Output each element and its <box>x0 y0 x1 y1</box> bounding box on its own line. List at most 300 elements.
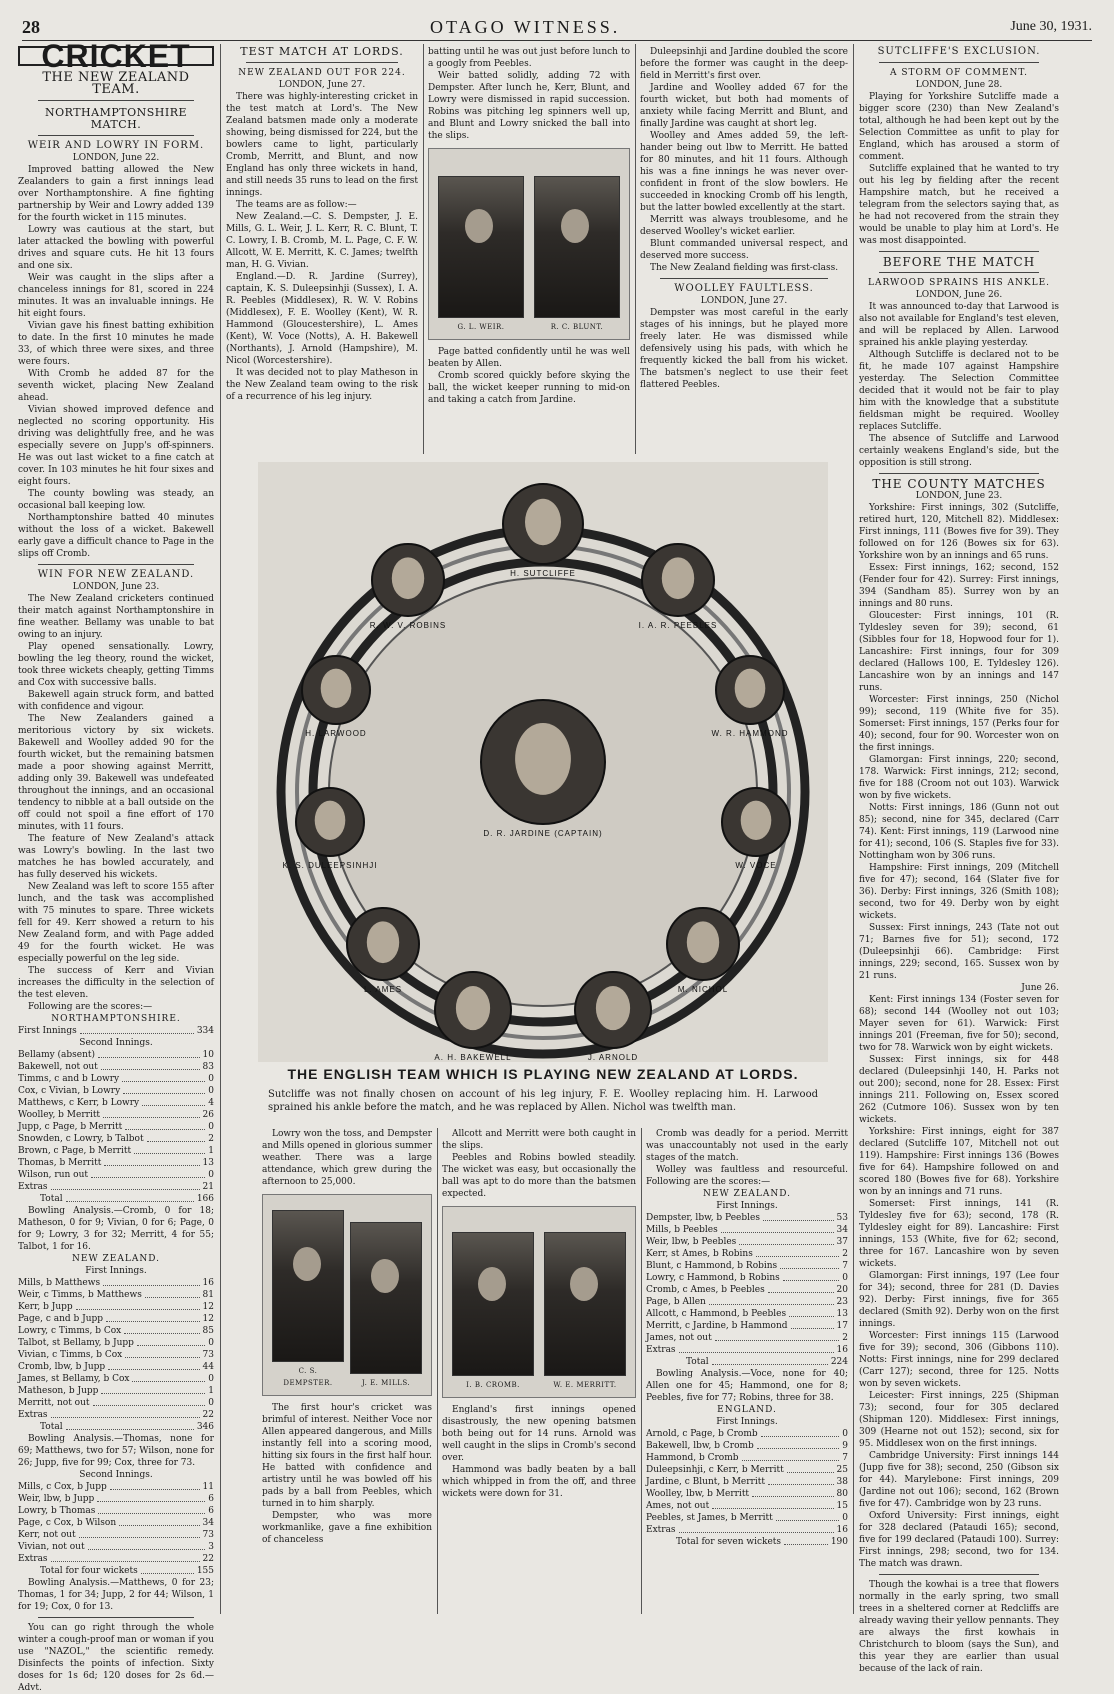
paragraph: England's first innings opened disastrously, the new opening batsmen both being out for 14 runs. Arnold was well caught in the slips in Cromb's second over. <box>442 1405 636 1463</box>
batsman: Mills, c Cox, b Jupp <box>18 1482 107 1492</box>
player-name-ames: L. AMES <box>363 985 403 994</box>
paragraph: The first hour's cricket was brimful of interest. Neither Voce nor Allen appeared dangerous, and Mills instantly fell into a scoring mood, hitting six fours in the first half hour. He batted with confidence and artistry until he was bowled off his pads by a ball from Peebles, which turned in to him sharply. <box>262 1403 432 1509</box>
paragraph: Allcott and Merritt were both caught in the slips. <box>442 1129 636 1151</box>
batsman: Mills, b Matthews <box>18 1278 101 1288</box>
runs: 16 <box>836 1345 848 1355</box>
score-row: First Innings 334 <box>18 1026 214 1036</box>
score-row <box>18 1361 214 1373</box>
batsman: Extras <box>18 1554 48 1564</box>
score-row <box>18 1517 214 1529</box>
batsman: Extras <box>646 1525 676 1535</box>
column-rule <box>437 1128 438 1614</box>
score-row <box>646 1248 848 1260</box>
paragraph: Gloucester: First innings, 101 (R. Tyldesley seven for 39); second, 61 (Sibbles four for 18, Hopwood four for 1). Lancashire: First innings, four for 309 declared (Hallows 100, E. Tyldesley 126). Lancashire won by an innings and 147 runs. <box>859 611 1059 693</box>
photo-caption: R. C. BLUNT. <box>550 323 604 331</box>
runs: 17 <box>836 1321 848 1331</box>
paragraph: Somerset: First innings, 141 (R. Tyldesley five for 63); second, 178 (R. Tyldesley eight for 89). Lancashire: First innings, 153 (White, five for 62; second, three for 167. Lancashire won by seven wickets. <box>859 1199 1059 1269</box>
runs: 15 <box>836 1501 848 1511</box>
paragraph: Vivian showed improved defence and neglected no scoring opportunity. His driving was delightfully free, and he was especially severe on Jupp's off-spinners. He was out last wicket to a fine catch at cover. In 103 minutes he hit four sixes and eight fours. <box>18 405 214 487</box>
masthead <box>22 14 1092 41</box>
runs: 13 <box>202 1158 214 1168</box>
batsman: Dempster, lbw, b Peebles <box>646 1213 760 1223</box>
paragraph: Vivian gave his finest batting exhibition to date. In the first 10 minutes he made 33, of which three were sixes, and three were fours. <box>18 321 214 367</box>
batsman: Vivian, not out <box>18 1542 85 1552</box>
paragraph: The absence of Sutcliffe and Larwood certainly weakens England's side, but the opposition is still strong. <box>859 434 1059 468</box>
score-row <box>18 1385 214 1397</box>
score-row <box>646 1236 848 1248</box>
innings-label: First Innings. <box>716 1417 778 1427</box>
batsman: Matheson, b Jupp <box>18 1386 99 1396</box>
paragraph: With Cromb he added 87 for the seventh wicket, placing New Zealand ahead. <box>18 369 214 403</box>
portrait-photo <box>453 1232 533 1391</box>
paragraph: The New Zealand fielding was first-class. <box>650 263 839 273</box>
player-name-bakewell: A. H. BAKEWELL <box>434 1053 512 1062</box>
batsman: Weir, lbw, b Peebles <box>646 1237 737 1247</box>
divider <box>38 135 194 136</box>
runs: 0 <box>842 1273 848 1283</box>
paragraph: Oxford University: First innings, eight for 328 declared (Pataudi 165); second, five for 199 declared (Pataudi 100). Surrey: First innings, 298; second, two for 134. The match was drawn. <box>859 1511 1059 1569</box>
runs: 0 <box>208 1398 214 1408</box>
dateline: LONDON, June 23. <box>915 491 1003 501</box>
paragraph: Jardine and Woolley added 67 for the fourth wicket, but both had moments of anxiety while facing Merritt and Blunt, and finally Jardine was caught at short leg. <box>640 83 848 129</box>
paragraph: Page batted confidently until he was well beaten by Allen. <box>428 347 630 369</box>
score-row <box>18 1325 214 1337</box>
paragraph: Cromb was deadly for a period. Merritt was unaccountably not used in the early stages of the match. <box>646 1129 848 1163</box>
team-photo-collage <box>258 462 828 1062</box>
score-row <box>18 1313 214 1325</box>
score-row <box>18 1397 214 1409</box>
paragraph: Leicester: First innings, 225 (Shipman 73); second, four for 305 declared (Shipman 120). Middlesex: First innings, 309 (Hearne not out 152); second, six for 95. Middlesex won on the first innings. <box>859 1391 1059 1449</box>
paragraph: Sussex: First innings, six for 448 declared (Duleepsinhji 140, H. Parks not out 200); second, none for 28. Essex: First innings 211. Following on, Essex scored 262 (Cutmore 106). Sussex won by ten wickets. <box>859 1055 1059 1125</box>
player-face-robins <box>392 557 424 599</box>
score-row <box>18 1085 214 1097</box>
runs: 0 <box>208 1374 214 1384</box>
runs: 38 <box>836 1477 848 1487</box>
divider <box>38 564 194 565</box>
runs: 6 <box>208 1494 214 1504</box>
runs: 4 <box>208 1098 214 1108</box>
player-face-peebles <box>662 557 694 599</box>
paragraph: Although Sutcliffe is declared not to be fit, he made 107 against Hampshire yesterday. The Selection Committee decided that it would not be fair to play him with the knowledge that a substitute fieldsman might be required. Woolley replaces Sutcliffe. <box>859 350 1059 432</box>
player-face-ames <box>367 921 399 963</box>
runs: 2 <box>842 1249 848 1259</box>
batsman: Woolley, b Merritt <box>18 1110 101 1120</box>
dateline: LONDON, June 28. <box>915 80 1003 90</box>
score-row <box>18 1505 214 1517</box>
batsman: Lowry, c Timms, b Cox <box>18 1326 122 1336</box>
runs: 22 <box>202 1410 214 1420</box>
photo-caption: G. L. WEIR. <box>457 323 505 331</box>
article-heading: BEFORE THE MATCH <box>882 255 1036 269</box>
runs: 44 <box>202 1362 214 1372</box>
runs: 2 <box>842 1333 848 1343</box>
paragraph: Peebles and Robins bowled steadily. The wicket was easy, but occasionally the ball was apt to do more than the batsmen expected. <box>442 1153 636 1199</box>
article-heading: WIN FOR NEW ZEALAND. <box>37 569 195 580</box>
paragraph: Cambridge University: First innings 144 (Jupp five for 38); second, 250 (Gibson six for 44). Marylebone: First innings, 209 (Jardine not out 106); second, 162 (Brown five for 47). Cambridge won by 23 runs. <box>859 1451 1059 1509</box>
paragraph: It was decided not to play Matheson in the New Zealand team owing to the risk of a recurrence of his leg injury. <box>226 368 418 402</box>
runs: 0 <box>208 1122 214 1132</box>
score-row <box>18 1049 214 1061</box>
batsman: James, not out <box>646 1333 712 1343</box>
paragraph: The success of Kerr and Vivian increases the difficulty in the selection of the test eleven. <box>18 966 214 1000</box>
score-row <box>18 1181 214 1193</box>
paragraph: Kent: First innings 134 (Foster seven for 68); second 144 (Woolley not out 103; Mayer seven for 61). Warwick: First innings 201 (Freeman, five for 50); second, two for 78. Warwick won by eight wickets. <box>859 995 1059 1053</box>
paragraph: Worcester: First innings, 250 (Nichol 99); second, 119 (White five for 35). Somerset: First innings, 157 (Perks four for 40); second, four for 90. Worcester won on the first innings. <box>859 695 1059 753</box>
runs: 0 <box>208 1074 214 1084</box>
page-number: 28 <box>22 16 40 37</box>
collage-title: THE ENGLISH TEAM WHICH IS PLAYING NEW ZEALAND AT LORDS. <box>287 1066 799 1082</box>
innings-label: Second Innings. <box>79 1038 153 1048</box>
batsman: Vivian, c Timms, b Cox <box>18 1350 123 1360</box>
batsman: Ames, not out <box>646 1501 710 1511</box>
score-row <box>18 1097 214 1109</box>
article-subheading: A STORM OF COMMENT. <box>890 68 1028 78</box>
scorecard <box>646 1428 848 1536</box>
article-heading: SUTCLIFFE'S EXCLUSION. <box>877 46 1041 57</box>
article-subheading: NEW ZEALAND OUT FOR 224. <box>238 68 406 78</box>
runs: 34 <box>836 1225 848 1235</box>
player-name-sutcliffe: H. SUTCLIFFE <box>510 569 576 578</box>
paragraph: Dempster, who was more workmanlike, gave a fine exhibition of chanceless <box>262 1511 432 1545</box>
paragraph: Sutcliffe explained that he wanted to try out his leg by fielding after the recent Hampshire match, but he received a telegram from the selectors saying that, as he had not recovered from the strain they would be unable to play him at Lord's. He was most disappointed. <box>859 164 1059 246</box>
runs: 16 <box>202 1278 214 1288</box>
score-row <box>18 1133 214 1145</box>
batsman: Cox, c Vivian, b Lowry <box>18 1086 121 1096</box>
paragraph: Glamorgan: First innings, 220; second, 178. Warwick: First innings, 212; second, five for 188 (Croom not out 103). Warwick won by five wickets. <box>859 755 1059 801</box>
score-row <box>646 1488 848 1500</box>
batsman: Merritt, not out <box>18 1398 90 1408</box>
team-heading: NEW ZEALAND. <box>703 1189 791 1199</box>
runs: 12 <box>202 1302 214 1312</box>
score-row <box>646 1260 848 1272</box>
article-heading: THE COUNTY MATCHES <box>872 477 1046 491</box>
portrait-photo <box>351 1222 421 1389</box>
collage-caption: Sutcliffe was not finally chosen on account of his leg injury, F. E. Woolley replacing him. H. Larwood sprained his ankle before the match, and he was replaced by Allen. Nichol was twelfth man. <box>268 1089 818 1113</box>
paragraph: Improved batting allowed the New Zealanders to gain a first innings lead over Northamptonshire. A fine fighting partnership by Weir and Lowry added 139 for the fourth wicket in 115 minutes. <box>18 165 214 223</box>
batsman: Peebles, st James, b Merritt <box>646 1513 773 1523</box>
runs: 16 <box>836 1525 848 1535</box>
score-row <box>646 1524 848 1536</box>
player-name-hammond: W. R. HAMMOND <box>711 729 789 738</box>
paragraph: Worcester: First innings 115 (Larwood five for 39); second, 306 (Gibbons 110). Notts: First innings, nine for 299 declared (Carr 127); second, three for 125. Notts won by seven wickets. <box>859 1331 1059 1389</box>
paragraph: The county bowling was steady, an occasional ball keeping low. <box>18 489 214 511</box>
divider <box>879 473 1039 474</box>
batsman: Extras <box>646 1345 676 1355</box>
player-face-sutcliffe <box>525 499 561 545</box>
runs: 23 <box>836 1297 848 1307</box>
divider <box>879 272 1039 273</box>
dateline: LONDON, June 26. <box>915 290 1003 300</box>
paragraph: Playing for Yorkshire Sutcliffe made a bigger score (230) than New Zealand's total, although he had been kept out by the Selection Committee as unfit to play for England, which has aroused a storm of comment. <box>859 92 1059 162</box>
batsman: Kerr, st Ames, b Robins <box>646 1249 753 1259</box>
team-heading: NEW ZEALAND. <box>72 1254 160 1264</box>
team-heading: NORTHAMPTONSHIRE. <box>51 1014 181 1024</box>
score-row <box>18 1157 214 1169</box>
scorecard <box>18 1481 214 1565</box>
paragraph: England.—D. R. Jardine (Surrey), captain, K. S. Duleepsinhji (Sussex), I. A. R. Peebles (Middlesex), R. W. V. Robins (Middlesex), F. E. Woolley (Kent), W. R. Hammond (Gloucestershire), L. Ames (Kent), W. Voce (Notts), A. H. Bakewell (Northants), J. Arnold (Hampshire), M. Nicol (Worcestershire). <box>226 272 418 366</box>
paragraph: The teams are as follow:— <box>236 200 357 210</box>
newspaper-title: OTAGO WITNESS. <box>430 16 621 37</box>
batsman: James, st Bellamy, b Cox <box>18 1374 130 1384</box>
runs: 0 <box>208 1338 214 1348</box>
paragraph: Sussex: First innings, 243 (Tate not out 71; Barnes five for 51); second, 172 (Duleepsinhji 66). Cambridge: First innings, 229; second, 165. Sussex won by 21 runs. <box>859 923 1059 981</box>
runs: 2 <box>208 1134 214 1144</box>
player-name-voce: W. VOCE <box>735 861 777 870</box>
batsman: Brown, c Page, b Merritt <box>18 1146 132 1156</box>
dateline: LONDON, June 22. <box>72 153 160 163</box>
divider <box>246 62 398 63</box>
batsman: Matthews, c Kerr, b Lowry <box>18 1098 140 1108</box>
score-row <box>646 1320 848 1332</box>
bottom-column-3 <box>646 1128 848 1614</box>
score-row <box>646 1344 848 1356</box>
bowling-analysis: Bowling Analysis.—Voce, none for 40; Allen one for 45; Hammond, one for 8; Peebles, five for 77; Robins, three for 38. <box>646 1369 848 1403</box>
divider <box>38 1617 194 1618</box>
score-total: Total 166 <box>40 1194 214 1204</box>
batsman: Duleepsinhji, c Kerr, b Merritt <box>646 1465 784 1475</box>
batsman: Jardine, c Blunt, b Merritt <box>646 1477 765 1487</box>
batsman: Page, c and b Jupp <box>18 1314 104 1324</box>
photo-pair <box>262 1194 432 1396</box>
runs: 80 <box>836 1489 848 1499</box>
paragraph: The New Zealand cricketers continued their match against Northamptonshire in fine weather. Bellamy was unable to bat owing to an injury. <box>18 594 214 640</box>
photo-caption: W. E. MERRITT. <box>553 1381 617 1389</box>
player-face-duleepsinhji <box>315 801 346 840</box>
paragraph: Lowry won the toss, and Dempster and Mills opened in glorious summer weather. There was a large attendance, which grew during the afternoon to 25,000. <box>262 1129 432 1187</box>
score-row <box>18 1553 214 1565</box>
score-row <box>646 1476 848 1488</box>
divider <box>38 100 194 101</box>
batsman: Arnold, c Page, b Cromb <box>646 1429 758 1439</box>
runs: 12 <box>202 1314 214 1324</box>
runs: 7 <box>842 1453 848 1463</box>
column-test-match-cont <box>428 46 630 456</box>
batsman: Thomas, b Merritt <box>18 1158 102 1168</box>
team-heading: ENGLAND. <box>717 1405 777 1415</box>
batsman: Page, c Cox, b Wilson <box>18 1518 117 1528</box>
score-row <box>646 1284 848 1296</box>
score-row <box>646 1464 848 1476</box>
scorecard <box>646 1212 848 1356</box>
batsman: Weir, lbw, b Jupp <box>18 1494 95 1504</box>
score-row <box>646 1500 848 1512</box>
player-name-larwood: H. LARWOOD <box>305 729 367 738</box>
score-row <box>18 1121 214 1133</box>
column-county-matches <box>859 46 1059 1674</box>
paragraph: Hammond was badly beaten by a ball which whipped in from the off, and three wickets were down for 31. <box>442 1465 636 1499</box>
paragraph: New Zealand was left to score 155 after lunch, and the task was accomplished with 75 minutes to spare. Three wickets fell for 49. Kerr showed a return to his New Zealand form, and with Page added 49 for the fourth wicket. He was especially powerful on the leg side. <box>18 882 214 964</box>
batsman: Bellamy (absent) <box>18 1050 96 1060</box>
score-row <box>18 1109 214 1121</box>
batsman: Lowry, b Thomas <box>18 1506 96 1516</box>
column-cricket <box>18 38 214 1693</box>
column-test-match <box>226 46 418 456</box>
bowling-analysis: Bowling Analysis.—Matthews, 0 for 23; Thomas, 1 for 34; Jupp, 2 for 44; Wilson, 1 for 19; Cox, 0 for 13. <box>18 1578 214 1612</box>
paragraph: Essex: First innings, 162; second, 152 (Fender four for 42). Surrey: First innings, 394 (Sandham 85). Surrey won by an innings and 80 runs. <box>859 563 1059 609</box>
bowling-analysis: Bowling Analysis.—Cromb, 0 for 18; Matheson, 0 for 9; Vivian, 0 for 6; Page, 0 for 9; Lowry, 3 for 32; Merritt, 4 for 55; Talbot, 1 for 16. <box>18 1206 214 1252</box>
runs: 0 <box>208 1170 214 1180</box>
player-face-jardine <box>515 723 571 795</box>
score-row <box>646 1272 848 1284</box>
divider <box>879 1574 1039 1575</box>
bottom-column-1 <box>262 1128 432 1614</box>
batsman: Cromb, c Ames, b Peebles <box>646 1285 765 1295</box>
column-rule <box>635 44 636 454</box>
column-rule <box>423 44 424 454</box>
score-total: Total for seven wickets 190 <box>676 1537 848 1547</box>
batsman: Extras <box>18 1410 48 1420</box>
paragraph: Wolley was faultless and resourceful. Following are the scores:— <box>646 1165 848 1187</box>
score-row <box>18 1373 214 1385</box>
paragraph: Notts: First innings, 186 (Gunn not out 85); second, nine for 345, declared (Carr 74). Kent: First innings, 119 (Larwood nine for 41); second, 106 (S. Staples five for 33). Nottingham won by 306 runs. <box>859 803 1059 861</box>
score-total: Total 346 <box>40 1422 214 1432</box>
score-row <box>18 1337 214 1349</box>
article-heading: WOOLLEY FAULTLESS. <box>674 283 814 294</box>
divider <box>879 62 1039 63</box>
section-title: CRICKET <box>18 46 214 66</box>
score-row <box>18 1301 214 1313</box>
runs: 0 <box>842 1429 848 1439</box>
article-heading: WEIR AND LOWRY IN FORM. <box>27 140 205 151</box>
score-row <box>646 1512 848 1524</box>
runs: 85 <box>202 1326 214 1336</box>
photo-caption: C. S. DEMPSTER. <box>283 1367 333 1387</box>
player-name-jardine: D. R. JARDINE (CAPTAIN) <box>483 829 603 838</box>
score-row <box>18 1289 214 1301</box>
batsman: Woolley, lbw, b Merritt <box>646 1489 750 1499</box>
player-name-duleepsinhji: K. S. DULEEPSINHJI <box>282 861 378 870</box>
runs: 1 <box>208 1146 214 1156</box>
dateline: LONDON, June 27. <box>278 80 366 90</box>
score-row <box>646 1224 848 1236</box>
photo-caption: J. E. MILLS. <box>361 1379 411 1387</box>
score-row <box>18 1481 214 1493</box>
runs: 73 <box>202 1350 214 1360</box>
player-face-bakewell <box>456 986 490 1030</box>
runs: 10 <box>202 1050 214 1060</box>
score-row <box>18 1493 214 1505</box>
divider <box>879 251 1039 252</box>
portrait-photo <box>545 1232 625 1391</box>
column-rule <box>853 44 854 1614</box>
batsman: Lowry, c Hammond, b Robins <box>646 1273 780 1283</box>
divider <box>660 278 828 279</box>
paragraph: The New Zealanders gained a meritorious victory by six wickets. Bakewell and Woolley added 90 for the fourth wicket, but the remaining batsmen made a poor showing against Merritt, adding only 39. Bakewell was undefeated throughout the innings, and an occasional tendency to nibble at a ball outside on the off could not spoil a fine effort of 170 minutes, with 11 fours. <box>18 714 214 832</box>
paragraph: Northamptonshire batted 40 minutes without the loss of a wicket. Bakewell early gave a difficult chance to Page in the slips off Cromb. <box>18 513 214 559</box>
player-name-robins: R. W. V. ROBINS <box>369 621 447 630</box>
paragraph: Glamorgan: First innings, 197 (Lee four for 34); second, three for 281 (D. Davies 92). Derby: First innings, five for 365 declared (Smith 92). Derby won on the first innings. <box>859 1271 1059 1329</box>
paragraph: Weir was caught in the slips after a chanceless innings for 81, scored in 224 minutes. It was an invaluable innings. He hit eight fours. <box>18 273 214 319</box>
score-total: Total for four wickets 155 <box>40 1566 214 1576</box>
dateline: LONDON, June 27. <box>700 296 788 306</box>
paragraph: Weir batted solidly, adding 72 with Dempster. After lunch he, Kerr, Blunt, and Lowry were dismissed in rapid succession. Robins was pitching leg spinners well up, and Blunt and Lowry snicked the ball into the slips. <box>428 71 630 141</box>
score-row <box>18 1061 214 1073</box>
batsman: Bakewell, lbw, b Cromb <box>646 1441 754 1451</box>
runs: 83 <box>202 1062 214 1072</box>
paragraph: Hampshire: First innings, 209 (Mitchell five for 47); second, 164 (Slater five for 36). Derby: First innings, 326 (Smith 108); second, two for 49. Derby won by eight wickets. <box>859 863 1059 921</box>
paragraph: It was announced to-day that Larwood is also not available for England's test eleven, and will be replaced by Allen. Larwood sprained his ankle playing yesterday. <box>859 302 1059 348</box>
runs: 25 <box>836 1465 848 1475</box>
player-name-nichol: M. NICHOL <box>677 985 729 994</box>
runs: 7 <box>842 1261 848 1271</box>
batsman: Cromb, lbw, b Jupp <box>18 1362 106 1372</box>
score-row <box>646 1452 848 1464</box>
score-row <box>646 1296 848 1308</box>
score-row <box>646 1440 848 1452</box>
portrait-photo <box>535 176 619 333</box>
paragraph: Yorkshire: First innings, 302 (Sutcliffe, retired hurt, 120, Mitchell 82). Middlesex: First innings, 111 (Bowes five for 39). They followed on for 126 (Bowes six for 63). Yorkshire won by an innings and 65 runs. <box>859 503 1059 561</box>
runs: 6 <box>208 1506 214 1516</box>
dateline: LONDON, June 23. <box>72 582 160 592</box>
innings-label: First Innings. <box>85 1266 147 1276</box>
paragraph: New Zealand.—C. S. Dempster, J. E. Mills, G. L. Weir, J. L. Kerr, R. C. Blunt, T. C. Lowry, I. B. Cromb, M. L. Page, C. F. W. Allcott, W. E. Merritt, K. C. James; twelfth man, H. G. Vivian. <box>226 212 418 270</box>
paragraph: Play opened sensationally. Lowry, bowling the leg theory, round the wicket, took three wickets cheaply, getting Timms and Cox with successive balls. <box>18 642 214 688</box>
runs: 73 <box>202 1530 214 1540</box>
player-face-nichol <box>687 921 719 963</box>
photo-caption: I. B. CROMB. <box>466 1381 520 1389</box>
player-name-arnold: J. ARNOLD <box>587 1053 639 1062</box>
scorecard <box>18 1277 214 1421</box>
paragraph: The feature of New Zealand's attack was Lowry's bowling. In the last two matches he has bowled accurately, and has fully deserved his wickets. <box>18 834 214 880</box>
score-row <box>646 1308 848 1320</box>
paragraph: Woolley and Ames added 59, the left-hander being out lbw to Merritt. He batted for 80 minutes, and hit 11 fours. Although his was a fine innings he was never over-confident in front of the slow bowlers. He succeeded in knocking Cromb off his length, but the latter bowled excellently at the start. <box>640 131 848 213</box>
player-face-hammond <box>735 669 766 708</box>
score-row <box>18 1541 214 1553</box>
column-rule <box>220 44 221 1614</box>
bowling-analysis: Bowling Analysis.—Thomas, none for 69; Matthews, two for 57; Wilson, none for 26; Jupp, five for 99; Cox, three for 73. <box>18 1434 214 1468</box>
batsman: Page, b Allen <box>646 1297 706 1307</box>
score-row <box>18 1073 214 1085</box>
batsman: Hammond, b Cromb <box>646 1453 739 1463</box>
paragraph: Yorkshire: First innings, eight for 387 declared (Sutcliffe 107, Mitchell not out 119). Hampshire: First innings 136 (Bowes five for 64). Hampshire followed on and scored 180 (Bowes five for 68). Yorkshire won by an innings and 71 runs. <box>859 1127 1059 1197</box>
score-row <box>18 1529 214 1541</box>
player-name-peebles: I. A. R. PEEBLES <box>638 621 718 630</box>
score-row <box>18 1169 214 1181</box>
batsman: Extras <box>18 1182 48 1192</box>
runs: 13 <box>836 1309 848 1319</box>
runs: 37 <box>836 1237 848 1247</box>
column-rule <box>641 1128 642 1614</box>
runs: 9 <box>842 1441 848 1451</box>
issue-date: June 30, 1931. <box>1010 19 1092 34</box>
headline: THE NEW ZEALAND TEAM. <box>42 70 190 97</box>
column-woolley <box>640 46 848 456</box>
collage-graphic <box>258 462 828 1062</box>
score-row <box>18 1409 214 1421</box>
article-heading: TEST MATCH AT LORDS. <box>240 45 404 58</box>
paragraph: Bakewell again struck form, and batted with confidence and vigour. <box>18 690 214 712</box>
paragraph: Merritt was always troublesome, and he deserved Woolley's wicket earlier. <box>640 215 848 237</box>
paragraph: Duleepsinhji and Jardine doubled the score before the former was caught in the deep-field in Merritt's first over. <box>640 47 848 81</box>
batsman: Bakewell, not out <box>18 1062 98 1072</box>
runs: 21 <box>202 1182 214 1192</box>
batsman: Talbot, st Bellamy, b Jupp <box>18 1338 134 1348</box>
runs: 22 <box>202 1554 214 1564</box>
runs: 20 <box>836 1285 848 1295</box>
portrait-photo <box>439 176 523 333</box>
score-row <box>646 1212 848 1224</box>
batsman: Allcott, c Hammond, b Peebles <box>646 1309 787 1319</box>
advertisement: You can go right through the whole winter a cough-proof man or woman if you use "NAZOL," the scientific remedy. Disinfects the points of infection. Sixty doses for 1s 6d; 120 doses for 2s 6d.—Advt. <box>18 1623 214 1693</box>
portrait-photo <box>273 1210 343 1389</box>
bottom-column-2 <box>442 1128 636 1614</box>
scorecard <box>18 1049 214 1193</box>
batsman: Wilson, run out <box>18 1170 88 1180</box>
batsman: Weir, c Timms, b Matthews <box>18 1290 142 1300</box>
score-row <box>18 1349 214 1361</box>
batsman: Timms, c and b Lowry <box>18 1074 120 1084</box>
score-row <box>18 1277 214 1289</box>
